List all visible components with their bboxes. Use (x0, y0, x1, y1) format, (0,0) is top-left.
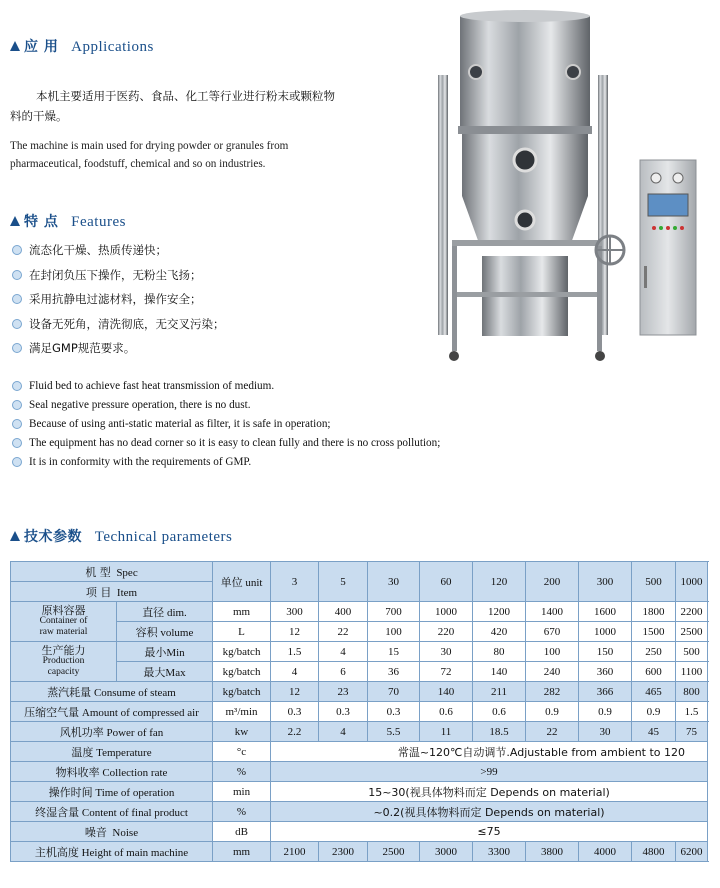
value-cell: 4 (319, 722, 368, 742)
value-cell: 140 (473, 662, 526, 682)
technical-heading: 技术参数 Technical parameters (10, 526, 232, 546)
max-label: 最大Max (117, 662, 213, 682)
table-row (11, 722, 708, 742)
value-cell: 72 (420, 662, 473, 682)
table-row (11, 782, 708, 802)
value-cell: 4800 (632, 842, 676, 862)
value-cell: 15~30(视具体物料而定 Depends on material) (271, 782, 708, 802)
steam-label: 蒸汽耗量 Consume of steam (11, 682, 213, 702)
value-cell: 282 (526, 682, 579, 702)
bullet-icon (12, 457, 22, 467)
unit-cell: % (213, 802, 271, 822)
value-cell: 6200 (676, 842, 708, 862)
unit-cell: kg/batch (213, 662, 271, 682)
unit-cell: kg/batch (213, 642, 271, 662)
list-item: 采用抗静电过滤材料，操作安全； (12, 289, 225, 314)
unit-cell: kg/batch (213, 682, 271, 702)
time-label: 操作时间 Time of operation (11, 782, 213, 802)
table-row (11, 602, 708, 622)
features-heading: 特 点 Features (10, 211, 126, 231)
value-cell: 3000 (420, 842, 473, 862)
list-item: 设备无死角，清洗彻底，无交叉污染； (12, 314, 225, 339)
model-cell: 200 (526, 562, 579, 602)
value-cell: 3300 (473, 842, 526, 862)
table-row (11, 762, 708, 782)
spec-table (10, 561, 708, 862)
table-row (11, 642, 708, 662)
value-cell: 700 (368, 602, 420, 622)
air-label: 压缩空气量 Amount of compressed air (11, 702, 213, 722)
noise-label: 噪音 Noise (11, 822, 213, 842)
bullet-icon (12, 419, 22, 429)
height-label: 主机高度 Height of main machine (11, 842, 213, 862)
value-cell: 1200 (473, 602, 526, 622)
value-cell: 22 (319, 622, 368, 642)
unit-cell: mm (213, 602, 271, 622)
value-cell: 1500 (632, 622, 676, 642)
value-cell: 150 (579, 642, 632, 662)
value-cell: 3800 (526, 842, 579, 862)
moisture-label: 终湿含量 Content of final product (11, 802, 213, 822)
unit-cell: % (213, 762, 271, 782)
capacity-label: 生产能力 Production capacity (11, 642, 117, 682)
value-cell: 75 (676, 722, 708, 742)
value-cell: 70 (368, 682, 420, 702)
unit-cell: mm (213, 842, 271, 862)
list-item: Fluid bed to achieve fast heat transmission of medium. (12, 378, 440, 397)
value-cell: 1800 (632, 602, 676, 622)
unit-cell: L (213, 622, 271, 642)
bullet-icon (12, 245, 22, 255)
table-row (11, 742, 708, 762)
value-cell: 360 (579, 662, 632, 682)
applications-text-cn: 本机主要适用于医药、食品、化工等行业进行粉末或颗粒物 料的干燥。 (10, 89, 335, 123)
model-cell: 30 (368, 562, 420, 602)
value-cell: 800 (676, 682, 708, 702)
list-item: It is in conformity with the requirements of GMP. (12, 454, 440, 473)
value-cell: 18.5 (473, 722, 526, 742)
table-row (11, 702, 708, 722)
value-cell: 100 (368, 622, 420, 642)
value-cell: 0.9 (632, 702, 676, 722)
value-cell: 1100 (676, 662, 708, 682)
fan-label: 风机功率 Power of fan (11, 722, 213, 742)
value-cell: 400 (319, 602, 368, 622)
value-cell: 0.3 (319, 702, 368, 722)
value-cell: 2500 (676, 622, 708, 642)
applications-heading: 应 用 Applications (10, 36, 154, 56)
triangle-icon (10, 531, 20, 541)
value-cell: 15 (368, 642, 420, 662)
bullet-icon (12, 438, 22, 448)
value-cell: 80 (473, 642, 526, 662)
value-cell: 100 (526, 642, 579, 662)
value-cell: 2.2 (271, 722, 319, 742)
value-cell: 22 (526, 722, 579, 742)
unit-cell: dB (213, 822, 271, 842)
value-cell: 211 (473, 682, 526, 702)
value-cell: >99 (271, 762, 708, 782)
table-row (11, 822, 708, 842)
triangle-icon (10, 216, 20, 226)
value-cell: 1000 (420, 602, 473, 622)
bullet-icon (12, 270, 22, 280)
value-cell: 45 (632, 722, 676, 742)
value-cell: 1400 (526, 602, 579, 622)
table-row (11, 842, 708, 862)
value-cell: 0.9 (579, 702, 632, 722)
value-cell: 240 (526, 662, 579, 682)
value-cell: 11 (420, 722, 473, 742)
value-cell: 2500 (368, 842, 420, 862)
bullet-icon (12, 343, 22, 353)
bullet-icon (12, 319, 22, 329)
value-cell: 500 (676, 642, 708, 662)
min-label: 最小Min (117, 642, 213, 662)
value-cell: 1.5 (676, 702, 708, 722)
container-label: 原料容器 Container of raw material (11, 602, 117, 642)
value-cell: 220 (420, 622, 473, 642)
features-list-cn (12, 240, 225, 363)
model-cell: 5 (319, 562, 368, 602)
model-cell: 300 (579, 562, 632, 602)
bullet-icon (12, 294, 22, 304)
unit-cell: m³/min (213, 702, 271, 722)
list-item: 流态化干燥、热质传递快； (12, 240, 225, 265)
value-cell: 0.6 (473, 702, 526, 722)
table-row (11, 802, 708, 822)
value-cell: 5.5 (368, 722, 420, 742)
list-item: 在封闭负压下操作，无粉尘飞扬； (12, 265, 225, 290)
value-cell: 420 (473, 622, 526, 642)
value-cell: 2200 (676, 602, 708, 622)
value-cell: 4 (271, 662, 319, 682)
value-cell: 常温~120℃自动调节.Adjustable from ambient to 120 (271, 742, 708, 762)
model-cell: 1000 (676, 562, 708, 602)
value-cell: 670 (526, 622, 579, 642)
value-cell: 4 (319, 642, 368, 662)
table-row (11, 682, 708, 702)
fluid-bed-dryer-illustration (430, 10, 715, 370)
value-cell: 250 (632, 642, 676, 662)
model-header: 机 型 Spec (11, 562, 213, 582)
value-cell: 0.3 (368, 702, 420, 722)
unit-cell: kw (213, 722, 271, 742)
unit-header: 单位 unit (213, 562, 271, 602)
bullet-icon (12, 381, 22, 391)
applications-text-en: The machine is main used for drying powder or granules from pharmaceutical, foodstuff, chemical and so on industries. (10, 140, 289, 170)
triangle-icon (10, 41, 20, 51)
value-cell: 0.9 (526, 702, 579, 722)
value-cell: 366 (579, 682, 632, 702)
bullet-icon (12, 400, 22, 410)
list-item: 满足GMP规范要求。 (12, 338, 225, 363)
value-cell: 36 (368, 662, 420, 682)
value-cell: 2100 (271, 842, 319, 862)
value-cell: 23 (319, 682, 368, 702)
value-cell: 1600 (579, 602, 632, 622)
list-item: The equipment has no dead corner so it is easy to clean fully and there is no cross pollution; (12, 435, 440, 454)
features-list-en (12, 378, 440, 473)
list-item: Seal negative pressure operation, there is no dust. (12, 397, 440, 416)
value-cell: 12 (271, 682, 319, 702)
value-cell: 6 (319, 662, 368, 682)
item-header: 项 目 Item (11, 582, 213, 602)
volume-label: 容积 volume (117, 622, 213, 642)
list-item: Because of using anti-static material as filter, it is safe in operation; (12, 416, 440, 435)
value-cell: 2300 (319, 842, 368, 862)
value-cell: ~0.2(视具体物料而定 Depends on material) (271, 802, 708, 822)
value-cell: 0.6 (420, 702, 473, 722)
diameter-label: 直径 dim. (117, 602, 213, 622)
value-cell: 140 (420, 682, 473, 702)
model-cell: 60 (420, 562, 473, 602)
value-cell: 4000 (579, 842, 632, 862)
table-row (11, 562, 708, 582)
value-cell: 30 (579, 722, 632, 742)
value-cell: 300 (271, 602, 319, 622)
value-cell: 1.5 (271, 642, 319, 662)
value-cell: 465 (632, 682, 676, 702)
value-cell: 600 (632, 662, 676, 682)
value-cell: ≤75 (271, 822, 708, 842)
value-cell: 12 (271, 622, 319, 642)
model-cell: 120 (473, 562, 526, 602)
model-cell: 500 (632, 562, 676, 602)
unit-cell: °c (213, 742, 271, 762)
model-cell: 3 (271, 562, 319, 602)
value-cell: 0.3 (271, 702, 319, 722)
collection-label: 物料收率 Collection rate (11, 762, 213, 782)
value-cell: 30 (420, 642, 473, 662)
temperature-label: 温度 Temperature (11, 742, 213, 762)
value-cell: 1000 (579, 622, 632, 642)
unit-cell: min (213, 782, 271, 802)
